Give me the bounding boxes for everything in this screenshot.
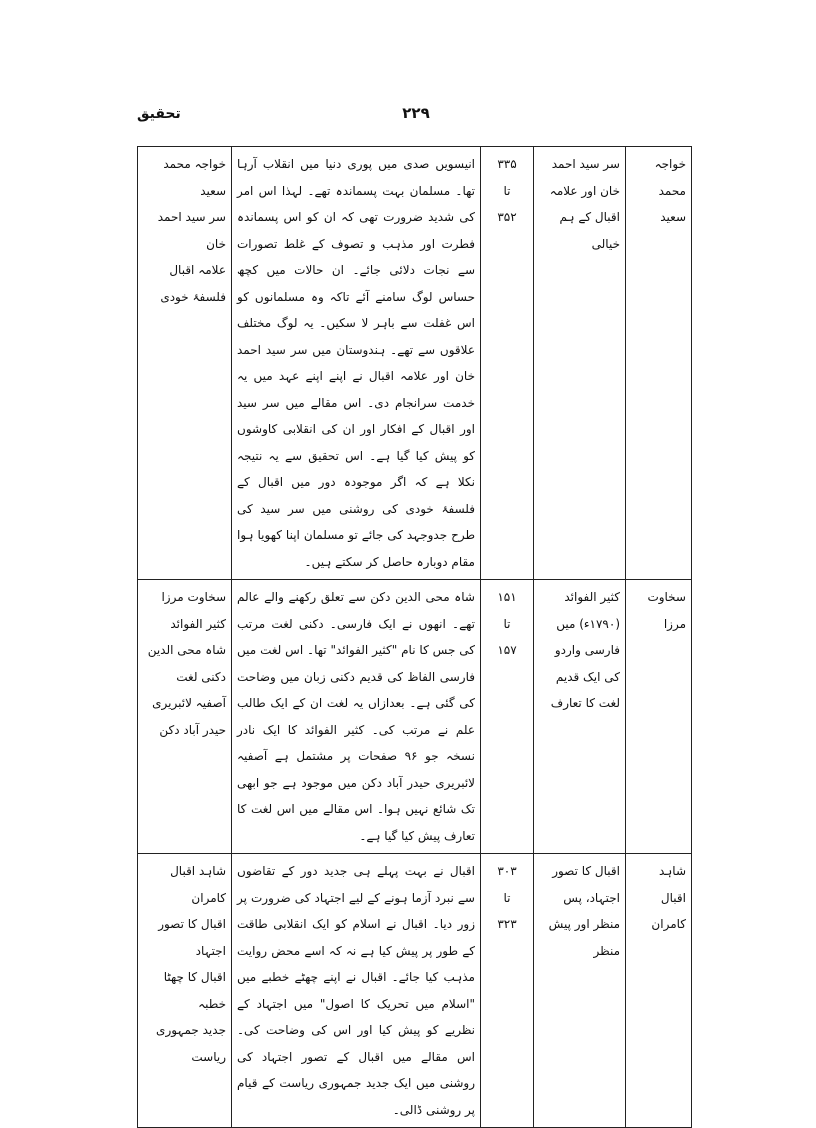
- table-row: [138, 854, 692, 1128]
- keyword: کثیر الفوائد: [170, 616, 226, 631]
- page-from: ۳۰۳: [497, 864, 517, 878]
- keyword: خواجہ محمد سعید: [163, 157, 226, 198]
- author-cell: سخاوت مرزا: [626, 580, 692, 854]
- pages-cell: [481, 580, 534, 854]
- keywords-cell: [138, 580, 232, 854]
- title-cell: کثیر الفوائد (۱۷۹۰ء) میں فارسی واردو کی ایک قدیم لغت کا تعارف: [534, 580, 626, 854]
- author-cell: شاہد اقبال کامران: [626, 854, 692, 1128]
- title-cell: اقبال کا تصور اجتہاد، پس منظر اور پیش منظر: [534, 854, 626, 1128]
- keyword: اقبال کا چھٹا خطبہ: [163, 970, 226, 1011]
- keyword: سر سید احمد خان: [157, 210, 226, 251]
- keyword: دکنی لغت: [176, 669, 226, 684]
- page-from: ۱۵۱: [497, 590, 517, 604]
- summary-cell: انیسویں صدی میں پوری دنیا میں انقلاب آرہا تھا۔ مسلمان بہت پسماندہ تھے۔ لہذا اس امر کی شدید ضرورت تھی کہ ان کو اس پسماندہ فطرت اور مذہب و تصوف کے غلط تصورات سے نجات دلائی جائے۔ ان حالات میں کچھ حساس لوگ سامنے آئے تاکہ وہ مسلمانوں کو اس غفلت سے باہر لا سکیں۔ یہ لوگ مختلف علاقوں سے تھے۔ ہندوستان میں سر سید احمد خان اور علامہ اقبال نے اپنے اپنے عہد میں یہ خدمت سرانجام دی۔ اس مقالے میں سر سید اور اقبال کے افکار اور ان کی انقلابی کاوشوں کو پیش کیا گیا ہے۔ اس تحقیق سے یہ نتیجہ نکلا ہے کہ اگر موجودہ دور میں اقبال کے فلسفۂ خودی کی روشنی میں سر سید کی طرح جدوجہد کی جائے تو مسلمان اپنا کھویا ہوا مقام دوبارہ حاصل کر سکتے ہیں۔: [232, 147, 481, 580]
- keyword: فلسفۂ خودی: [160, 289, 226, 304]
- keyword: اقبال کا تصور اجتہاد: [158, 917, 226, 958]
- page-to-label: تا: [503, 616, 511, 631]
- keyword: شاہ محی الدین: [147, 643, 226, 657]
- page-to: ۳۵۲: [497, 210, 517, 224]
- keyword: علامہ اقبال: [169, 263, 226, 277]
- pages-cell: [481, 147, 534, 580]
- title-cell: سر سید احمد خان اور علامہ اقبال کے ہم خیالی: [534, 147, 626, 580]
- summary-cell: اقبال نے بہت پہلے ہی جدید دور کے تقاضوں سے نبرد آزما ہونے کے لیے اجتہاد کی ضرورت پر زور دیا۔ اقبال نے اسلام کو ایک انقلابی طاقت کے طور پر پیش کیا ہے نہ کہ اسے محض روایت مذہب کیا جائے۔ اقبال نے اپنے چھٹے خطبے میں "اسلام میں تحریک کا اصول" میں اجتہاد کے نظریے کو پیش کیا اور اس کی وضاحت کی۔ اس مقالے میں اقبال کے تصور اجتہاد کی روشنی میں ایک جدید جمہوری ریاست کے قیام پر روشنی ڈالی۔: [232, 854, 481, 1128]
- page-to: ۱۵۷: [497, 643, 517, 657]
- keyword: شاہد اقبال کامران: [170, 864, 226, 905]
- page-from: ۳۳۵: [497, 157, 517, 171]
- keyword: سخاوت مرزا: [161, 590, 226, 604]
- keyword: حیدر آباد دکن: [159, 722, 226, 737]
- keyword: جدید جمہوری ریاست: [156, 1023, 226, 1064]
- author-cell: خواجہ محمد سعید: [626, 147, 692, 580]
- journal-label: تحقیق: [137, 106, 181, 122]
- table-row: [138, 147, 692, 580]
- table-row: [138, 580, 692, 854]
- page-to-label: تا: [503, 183, 511, 198]
- keyword: آصفیہ لائبریری: [152, 696, 226, 710]
- keywords-cell: [138, 854, 232, 1128]
- summary-cell: شاہ محی الدین دکن سے تعلق رکھنے والے عالم تھے۔ انھوں نے ایک فارسی۔ دکنی لغت مرتب کی جس کا نام "کثیر الفوائد" تھا۔ اس لغت میں فارسی الفاظ کی قدیم دکنی زبان میں وضاحت کی گئی ہے۔ بعدازاں یہ لغت ان کے ایک طالب علم نے مرتب کی۔ کثیر الفوائد کا ایک نادر نسخہ جو ۹۶ صفحات پر مشتمل ہے آصفیہ لائبریری حیدر آباد دکن میں موجود ہے جو ابھی تک شائع نہیں ہوا۔ اس مقالے میں اس لغت کا تعارف پیش کیا گیا ہے۔: [232, 580, 481, 854]
- page-to-label: تا: [503, 890, 511, 905]
- pages-cell: [481, 854, 534, 1128]
- page-to: ۳۲۳: [497, 917, 517, 931]
- article-index-table: [137, 146, 692, 1128]
- keywords-cell: [138, 147, 232, 580]
- page-number: ۲۲۹: [402, 104, 430, 122]
